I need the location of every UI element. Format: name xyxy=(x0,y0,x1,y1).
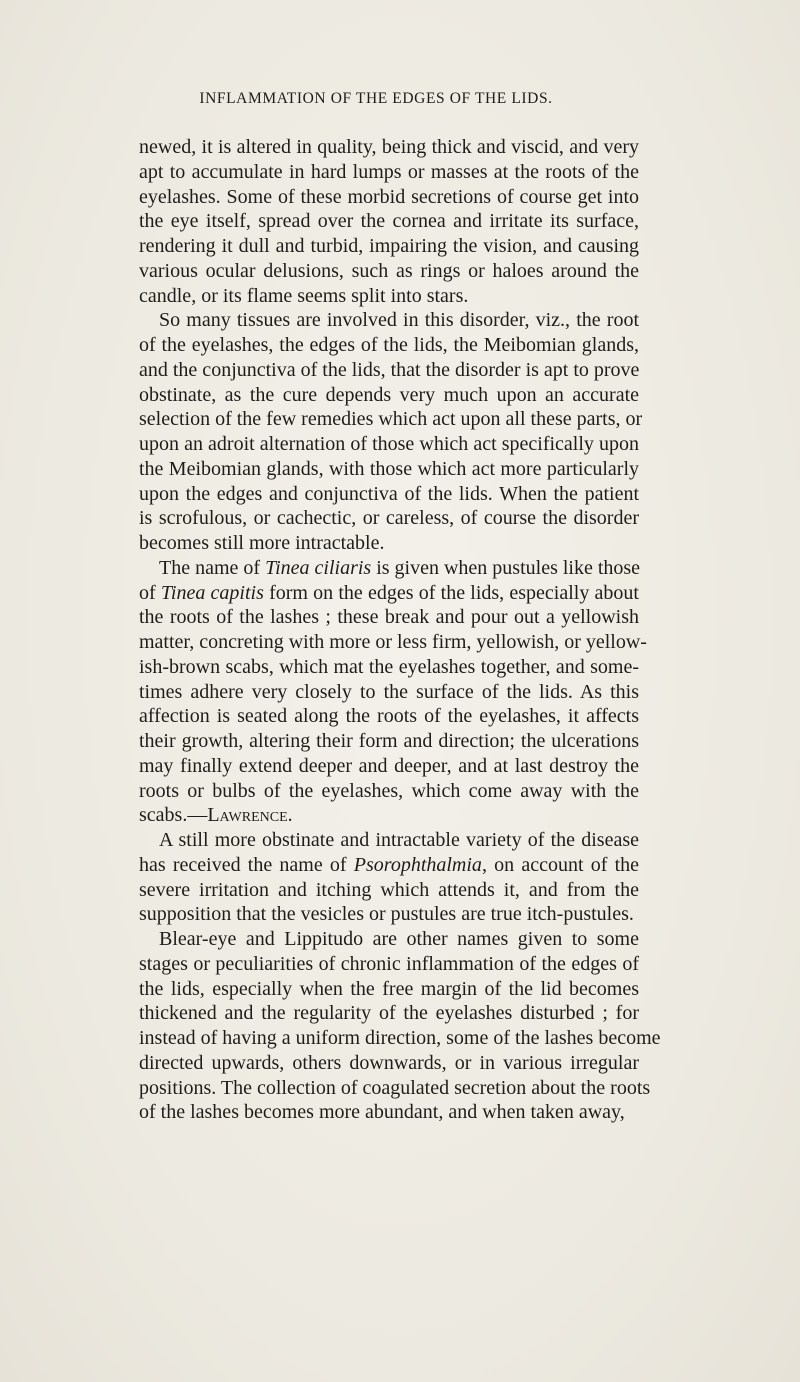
running-head: INFLAMMATION OF THE EDGES OF THE LIDS. xyxy=(199,90,553,107)
text-line: The name of Tinea ciliaris is given when pustules like those xyxy=(159,556,641,579)
text-line: various ocular delusions, such as rings or haloes around the xyxy=(139,259,639,282)
paragraph-4 xyxy=(139,828,639,927)
text-line: eyelashes. Some of these morbid secretions of course get into xyxy=(139,185,639,208)
text-line: is scrofulous, or cachectic, or careless, of course the disorder xyxy=(139,507,639,530)
text-line: their growth, altering their form and direction; the ulcerations xyxy=(139,730,639,752)
text-line: matter, concreting with more or less firm, yellowish, or yellow- xyxy=(139,631,647,653)
text-line: thickened and the regularity of the eyelashes disturbed ; for xyxy=(139,1002,639,1025)
text-line: the lids, especially when the free margin of the lid becomes xyxy=(139,977,639,1000)
text-line: supposition that the vesicles or pustules are true itch-pustules. xyxy=(139,903,634,926)
text-line: instead of having a uniform direction, some of the lashes become xyxy=(139,1027,661,1049)
text-line: affection is seated along the roots of the eyelashes, it affects xyxy=(139,705,639,728)
text-line: severe irritation and itching which attends it, and from the xyxy=(139,878,639,901)
text-line: stages or peculiarities of chronic inflammation of the edges of xyxy=(139,952,639,975)
text-line: has received the name of Psorophthalmia, on account of the xyxy=(139,853,640,876)
text-line: selection of the few remedies which act upon all these parts, or xyxy=(139,408,643,431)
text-line: obstinate, as the cure depends very much upon an accurate xyxy=(139,383,639,406)
text-line: becomes still more intractable. xyxy=(139,532,385,554)
body-text xyxy=(139,135,661,1125)
text-line: the eye itself, spread over the cornea and irritate its surface, xyxy=(139,210,639,233)
text-line: of the eyelashes, the edges of the lids, the Meibomian glands, xyxy=(139,334,639,356)
text-line: roots or bulbs of the eyelashes, which come away with the xyxy=(139,779,639,802)
text-line: directed upwards, others downwards, or in various irregular xyxy=(139,1051,639,1074)
text-line: A still more obstinate and intractable variety of the disease xyxy=(159,829,639,851)
text-line: positions. The collection of coagulated secretion about the roots xyxy=(139,1076,651,1099)
text-line: of the lashes becomes more abundant, and when taken away, xyxy=(139,1101,625,1124)
text-line: So many tissues are involved in this disorder, viz., the root xyxy=(159,309,639,332)
text-line: newed, it is altered in quality, being thick and viscid, and very xyxy=(139,136,639,158)
text-line: candle, or its flame seems split into stars. xyxy=(139,284,469,307)
text-line: scabs.—Lawrence. xyxy=(139,804,293,827)
text-line: the Meibomian glands, with those which act more particularly xyxy=(139,457,639,480)
paragraph-3 xyxy=(139,556,647,828)
text-line: times adhere very closely to the surface of the lids. As this xyxy=(139,680,639,703)
text-line: Blear-eye and Lippitudo are other names given to some xyxy=(159,928,639,950)
paragraph-1 xyxy=(139,135,639,308)
text-line: the roots of the lashes ; these break and pour out a yellowish xyxy=(139,606,639,629)
text-line: apt to accumulate in hard lumps or masses at the roots of the xyxy=(139,160,639,183)
paragraph-5 xyxy=(139,927,661,1125)
text-line: upon the edges and conjunctiva of the lids. When the patient xyxy=(139,482,639,505)
text-line: of Tinea capitis form on the edges of the lids, especially about xyxy=(139,581,639,604)
paragraph-2 xyxy=(139,308,643,556)
text-line: rendering it dull and turbid, impairing the vision, and causing xyxy=(139,235,639,257)
text-line: may finally extend deeper and deeper, and at last destroy the xyxy=(139,754,639,777)
text-line: and the conjunctiva of the lids, that the disorder is apt to prove xyxy=(139,358,640,381)
text-line: upon an adroit alternation of those which act specifically upon xyxy=(139,433,639,455)
text-line: ish-brown scabs, which mat the eyelashes together, and some- xyxy=(139,655,639,678)
